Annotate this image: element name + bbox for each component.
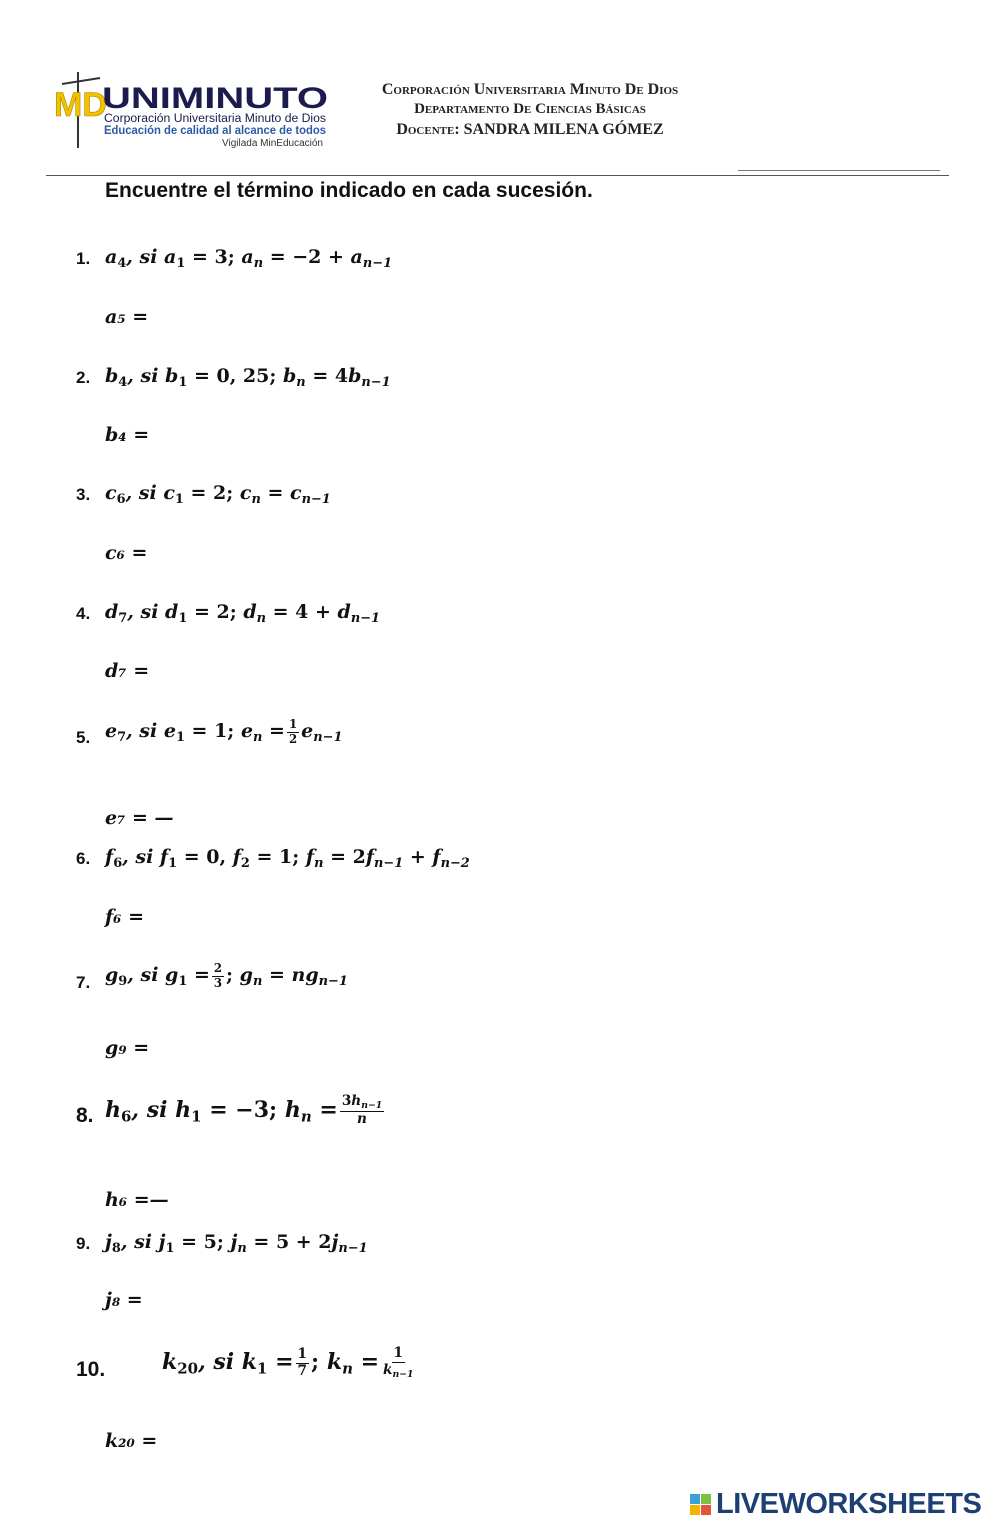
- exercise-statement: $c_6$, si $c_1 = 2$; $c_n = c_{n-1}$: [105, 482, 331, 507]
- answer-label: c₆ =: [105, 542, 148, 564]
- answer-label: b₄ =: [105, 424, 150, 446]
- exercise-number: 2.: [76, 368, 91, 387]
- department-name: Departamento De Ciencias Básicas: [414, 101, 646, 117]
- exercise-statement: $j_8$, si $j_1 = 5$; $j_n = 5 + 2j_{n-1}$: [105, 1231, 368, 1256]
- uniminuto-logo: [52, 70, 332, 150]
- name-line: [738, 170, 940, 171]
- exercise-statement: $f_6$, si $f_1 = 0$, $f_2 = 1$; $f_n = 2f_{n-1} + f_{n-2}$: [105, 846, 470, 871]
- exercise-number: 4.: [76, 604, 91, 623]
- answer-label: e₇ = —: [105, 807, 174, 829]
- exercise-number: 1.: [76, 249, 91, 268]
- exercise-statement: $h_6$, si $h_1 = -3$; $h_n$ = $\frac{3h_{n-1}}{n}$: [105, 1093, 383, 1128]
- answer-label: k₂₀ =: [105, 1430, 158, 1452]
- answer-label: g₉ =: [105, 1037, 150, 1059]
- exercise-statement: $k_{20}$, si $k_1$ = $\frac{1}{7}$ ; $k_n$ = $\frac{1}{k_{n-1}}$: [162, 1345, 414, 1380]
- exercise-statement: $d_7$, si $d_1 = 2$; $d_n = 4 + d_{n-1}$: [105, 601, 381, 626]
- exercise-number: 6.: [76, 849, 91, 868]
- answer-label: a₅ =: [105, 306, 149, 328]
- exercise-number: 7.: [76, 973, 91, 992]
- logo-line3: Vigilada MinEducación: [222, 138, 323, 149]
- answer-label: d₇ =: [105, 660, 150, 682]
- instruction-heading: Encuentre el término indicado en cada sucesión.: [105, 179, 593, 202]
- exercise-statement: $e_7$, si $e_1 = 1$; $e_n$ = $\frac{1}{2}$ $e_{n-1}$: [105, 717, 343, 746]
- exercise-statement: $g_9$, si $g_1$ = $\frac{2}{3}$ ; $g_n = ng_{n-1}$: [105, 961, 348, 990]
- exercise-number: 3.: [76, 485, 91, 504]
- liveworksheets-brand: LIVEWORKSHEETS: [716, 1488, 982, 1520]
- answer-label: f₆ =: [105, 906, 145, 928]
- logo-line1: Corporación Universitaria Minuto de Dios: [104, 113, 327, 125]
- logo-line2: Educación de calidad al alcance de todos: [104, 125, 326, 137]
- header-divider: [46, 175, 949, 176]
- exercise-number: 8.: [76, 1104, 94, 1127]
- exercise-number: 5.: [76, 728, 91, 747]
- exercise-number: 9.: [76, 1234, 91, 1253]
- exercise-number: 10.: [76, 1358, 106, 1381]
- exercise-statement: $a_4$, si $a_1 = 3$; $a_n = -2 + a_{n-1}$: [105, 246, 393, 271]
- logo-mark: MD: [54, 86, 107, 124]
- answer-label: j₈ =: [105, 1289, 143, 1311]
- institution-name: Corporación Universitaria Minuto De Dios: [381, 81, 679, 98]
- answer-label: h₆ =—: [105, 1189, 169, 1211]
- teacher-name: Docente: SANDRA MILENA GÓMEZ: [396, 121, 664, 138]
- liveworksheets-icon: [690, 1494, 712, 1516]
- logo-name: UNIMINUTO: [102, 82, 328, 115]
- liveworksheets-logo: [690, 1488, 990, 1520]
- exercise-statement: $b_4$, si $b_1 = 0$, 25; $b_n = 4b_{n-1}$: [105, 365, 391, 390]
